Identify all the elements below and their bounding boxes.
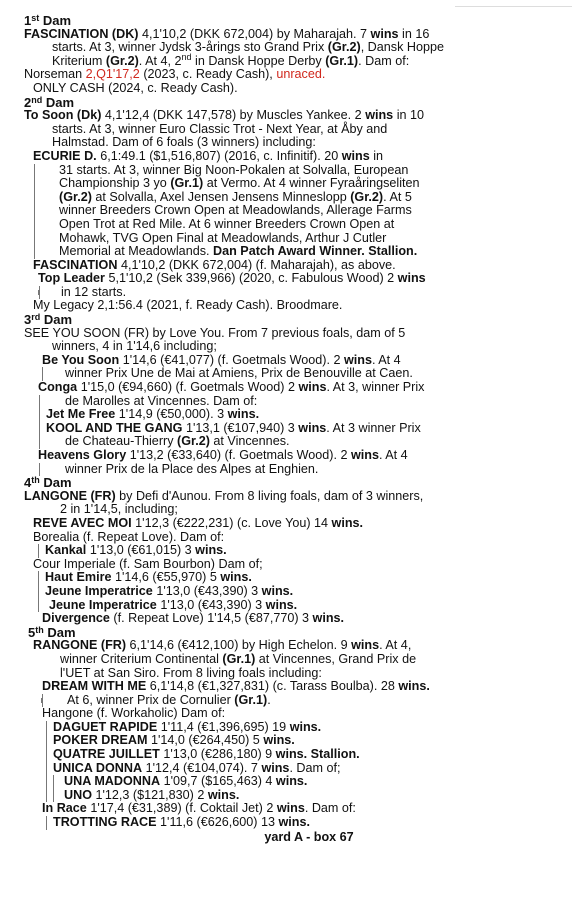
text: at Solvalla, Axel Jensen Jensens Minneslopp [95, 189, 347, 204]
text: . Dam of: [304, 801, 356, 816]
horse-name: UNA MADONNA [64, 774, 161, 789]
text: de Chateau-Thierry [65, 434, 174, 449]
borealia-line [24, 531, 554, 545]
ecurie-line-4 [35, 191, 554, 205]
heading-word: Dam [45, 94, 75, 110]
grade-label: (Gr.2) [177, 434, 210, 449]
horse-name: Jeune Imperatrice [45, 583, 153, 598]
ecurie-detail-block [34, 164, 554, 259]
wins-label: wins. Stallion. [275, 747, 360, 762]
text: 1'11,4 (€1,396,695) 19 [160, 719, 287, 734]
borealia-offspring-block [38, 544, 554, 558]
rangone-line-2 [24, 653, 554, 667]
jeune-imperatrice-line-2 [39, 599, 554, 613]
text: 1'13,0 (€43,390) 3 [160, 597, 263, 612]
jet-me-free-line [40, 408, 554, 422]
see-you-soon-line-2 [24, 340, 554, 354]
text: at Vincennes, Grand Prix de [258, 651, 417, 666]
text: Halmstad. Dam of 6 foals (3 winners) including: [52, 135, 316, 150]
text: 1'13,0 (€286,180) 9 [163, 747, 273, 762]
horse-name: Heavens Glory [38, 448, 127, 462]
dream-with-me-line-1 [24, 680, 554, 694]
wins-label: wins. [220, 570, 252, 585]
unica-donna-offspring-block [53, 775, 554, 802]
text: winner Breeders Crown Open at Meadowlands, Allerage Farms [59, 203, 412, 218]
text: . [267, 692, 271, 707]
text: . At 4 [378, 448, 408, 462]
top-border-line [455, 0, 572, 7]
pedigree-page [24, 14, 554, 844]
horse-name: To Soon (Dk) [24, 108, 102, 123]
dam-4-heading [24, 476, 554, 490]
text: . Dam of; [289, 760, 341, 775]
text: 1'12,3 ($121,830) 2 [95, 787, 205, 802]
grade-label: (Gr.1) [325, 53, 359, 68]
wins-label: wins [350, 448, 379, 462]
ecurie-line-8 [35, 245, 554, 259]
text: 1'14,9 (€50,000). 3 [118, 407, 225, 422]
top-leader-line-1 [24, 272, 554, 286]
grade-label: (Gr.1) [234, 692, 268, 707]
dam-3-heading [24, 313, 554, 327]
text: in 10 [396, 108, 424, 123]
text: Memorial at Meadowlands. [59, 244, 210, 259]
text: 6,1'14,8 (€1,327,831) (c. Tarass Boulba). 28 [149, 679, 395, 694]
ecurie-line-1 [24, 150, 554, 164]
text: SEE YOU SOON (FR) by Love You. From 7 previous foals, dam of 5 [24, 325, 406, 340]
award-text: Dan Patch Award Winner. Stallion. [213, 244, 418, 259]
langone-line-2 [24, 503, 554, 517]
text: Cour Imperiale (f. Sam Bourbon) Dam of; [33, 556, 263, 571]
fascination-line-1 [24, 28, 554, 42]
text: Open Trot at Red Mile. At 6 winner Breeders Crown Open at [59, 216, 395, 231]
horse-name: LANGONE (FR) [24, 488, 116, 503]
text: winner Prix de la Place des Alpes at Enghien. [65, 461, 319, 476]
text: Championship 3 yo [59, 176, 167, 191]
kankal-line [39, 544, 554, 558]
wins-label: wins. [265, 597, 298, 612]
text: Borealia (f. Repeat Love). Dam of: [33, 529, 225, 544]
text: 4,1'10,2 (DKK 672,004) by Maharajah. 7 [142, 26, 368, 41]
text: . Dam of: [358, 53, 410, 68]
see-you-soon-line-1 [24, 327, 554, 341]
text: My Legacy 2,1:56.4 (2021, f. Ready Cash). Broodmare. [33, 298, 343, 313]
horse-name: REVE AVEC MOI [33, 515, 132, 530]
wins-label: wins. [275, 774, 308, 789]
divergence-line [24, 612, 554, 626]
text: , Dansk Hoppe [360, 40, 444, 55]
text: 1'13,0 (€43,390) 3 [156, 583, 259, 598]
heading-ordinal: rd [31, 312, 41, 323]
heavens-glory-detail-block [39, 463, 554, 477]
text: 1'13,2 (€33,640) (f. Goetmals Wood). 2 [129, 448, 348, 462]
text: starts. At 3, winner Jydsk 3-årings sto Grand Prix [52, 40, 325, 55]
grade-label: (Gr.1) [222, 651, 256, 666]
langone-line-1 [24, 490, 554, 504]
text: winner Prix Une de Mai at Amiens, Prix de Benouville at Caen. [65, 366, 413, 381]
rangone-line-1 [24, 639, 554, 653]
fascination-line-3 [24, 51, 554, 69]
horse-name: DAGUET RAPIDE [53, 719, 158, 734]
text: Kriterium [52, 53, 103, 68]
wins-label: wins [370, 26, 399, 41]
text: Hangone (f. Workaholic) Dam of: [42, 706, 226, 721]
grade-label: (Gr.2) [327, 40, 361, 55]
text: 31 starts. At 3, winner Big Noon-Pokalen at Solvalla, European [59, 162, 409, 177]
horse-name: Conga [38, 380, 78, 395]
text: by Defi d'Aunou. From 8 living foals, dam of 3 winners, [119, 488, 424, 503]
wins-label: wins. [289, 719, 322, 734]
horse-name: Jet Me Free [46, 407, 116, 422]
daguet-rapide-line [47, 721, 554, 735]
heading-word: Dam [43, 312, 73, 328]
text: . At 4 [371, 352, 401, 367]
wins-label: wins [341, 148, 370, 163]
kool-line-2 [40, 435, 554, 449]
heading-word: Dam [42, 13, 72, 28]
horse-name: FASCINATION [33, 257, 118, 272]
fascination-repeat-line [24, 259, 554, 273]
text: Mohawk, TVG Open Final at Meadowlands, Arthur J Cutler [59, 230, 387, 245]
text: in Dansk Hoppe Derby [195, 53, 322, 68]
my-legacy-line [24, 299, 554, 313]
text: (2023, c. Ready Cash), [143, 67, 273, 82]
wins-label: wins [298, 380, 327, 395]
red-record: 2,Q1'17,2 [85, 67, 140, 82]
dam-5-heading [24, 626, 554, 640]
text: in 16 [402, 26, 430, 41]
uno-line [54, 789, 554, 803]
poker-dream-line [47, 734, 554, 748]
wins-label: wins. [261, 583, 294, 598]
grade-label: (Gr.2) [105, 53, 139, 68]
heading-number: 5 [28, 624, 36, 640]
horse-name: Jeune Imperatrice [49, 597, 157, 612]
conga-line-1 [24, 381, 554, 395]
haut-emire-line [39, 571, 554, 585]
text: 1'14,6 (€55,970) 5 [115, 570, 217, 585]
cour-imperiale-offspring-block [38, 571, 554, 612]
kool-line-1 [40, 422, 554, 436]
text: 4,1'12,4 (DKK 147,578) by Muscles Yankee. 2 [104, 108, 362, 123]
horse-name: Be You Soon [42, 352, 120, 367]
text: winner Criterium Continental [60, 651, 219, 666]
text: 6,1:49.1 ($1,516,807) (2016, c. Infinitif). 20 [100, 148, 339, 163]
red-unraced: unraced. [276, 67, 326, 82]
text: 1'12,4 (€104,074). 7 [145, 760, 258, 775]
heading-ordinal: th [35, 624, 44, 635]
be-you-soon-line-2 [43, 367, 554, 381]
wins-label: wins [298, 420, 327, 435]
horse-name: RANGONE (FR) [33, 638, 127, 653]
heading-word: Dam [43, 475, 72, 491]
text: 1'09,7 ($165,463) 4 [163, 774, 273, 789]
text: ONLY CASH (2024, c. Ready Cash). [33, 80, 238, 95]
heading-number: 1 [24, 13, 32, 28]
horse-name: Haut Emire [45, 570, 112, 585]
heading-number: 4 [24, 475, 32, 491]
horse-name: Norseman [24, 67, 83, 82]
horse-name: QUATRE JUILLET [53, 747, 160, 762]
wins-label: wins [397, 271, 426, 286]
horse-name: UNICA DONNA [53, 760, 143, 775]
wins-label: wins. [331, 515, 364, 530]
text: 1'11,6 (€626,600) 13 [160, 815, 275, 830]
conga-line-2 [40, 395, 554, 409]
only-cash-line [24, 82, 554, 96]
wins-label: wins. [195, 543, 227, 558]
wins-label: wins [261, 760, 290, 775]
wins-label: wins. [263, 733, 295, 748]
text: 1'14,6 (€41,077) (f. Goetmals Wood). 2 [122, 352, 341, 367]
horse-name: ECURIE D. [33, 148, 97, 163]
top-leader-detail-block [39, 286, 554, 300]
horse-name: Top Leader [38, 271, 105, 286]
wins-label: wins. [398, 679, 430, 694]
text: 5,1'10,2 (Sek 339,966) (2020, c. Fabulous Wood) 2 [108, 271, 395, 286]
text: (f. Repeat Love) 1'14,5 (€87,770) 3 [113, 611, 310, 626]
top-leader-line-2 [40, 286, 554, 300]
norseman-line [24, 68, 554, 82]
yard-box-label: yard A - box 67 [264, 829, 354, 844]
hangone-line [24, 707, 554, 721]
to-soon-line-3 [24, 136, 554, 150]
grade-label: (Gr.2) [350, 189, 384, 204]
wins-label: wins. [278, 815, 310, 830]
heading-number: 3 [24, 312, 32, 328]
horse-name: KOOL AND THE GANG [46, 420, 183, 435]
text: . At 3 winner Prix [326, 420, 421, 435]
text: 1'12,3 (€222,231) (c. Love You) 14 [135, 515, 329, 530]
wins-label: wins. [312, 611, 345, 626]
dream-with-me-detail-block [42, 694, 554, 708]
text: 6,1'14,6 (€412,100) by High Echelon. 9 [129, 638, 348, 653]
wins-label: wins [365, 108, 394, 123]
in-race-offspring-block [46, 816, 554, 830]
ecurie-line-2 [35, 164, 554, 178]
heavens-glory-line-1 [24, 449, 554, 463]
text: . At 4, 2 [138, 53, 182, 68]
horse-name: DREAM WITH ME [42, 679, 147, 694]
text: . At 5 [383, 189, 412, 204]
heavens-glory-line-2 [40, 463, 554, 477]
trotting-race-line [47, 816, 554, 830]
quatre-juillet-line [47, 748, 554, 762]
text: starts. At 3, winner Euro Classic Trot - Next Year, at Åby and [52, 121, 388, 136]
ecurie-line-5 [35, 204, 554, 218]
grade-label: (Gr.1) [170, 176, 204, 191]
reve-avec-moi-line [24, 517, 554, 531]
horse-name: TROTTING RACE [53, 815, 157, 830]
text: 1'13,1 (€107,940) 3 [185, 420, 295, 435]
wins-label: wins. [227, 407, 260, 422]
fascination-line-2 [24, 41, 554, 55]
horse-name: FASCINATION (DK) [24, 26, 139, 41]
horse-name: UNO [64, 787, 92, 802]
text: 1'14,0 (€264,450) 5 [150, 733, 260, 748]
ecurie-line-7 [35, 232, 554, 246]
horse-name: POKER DREAM [53, 733, 148, 748]
text: 1'15,0 (€94,660) (f. Goetmals Wood) 2 [80, 380, 295, 395]
be-you-soon-line-1 [24, 354, 554, 368]
text: in 12 starts. [61, 284, 127, 299]
text: l'UET at San Siro. From 8 living foals including: [60, 665, 322, 680]
text: 1'13,0 (€61,015) 3 [89, 543, 192, 558]
heading-ordinal: th [31, 475, 40, 486]
text: 1'17,4 (€31,389) (f. Coktail Jet) 2 [90, 801, 274, 816]
text: . At 3, winner Prix [326, 380, 425, 395]
rangone-line-3 [24, 667, 554, 681]
text: de Marolles at Vincennes. Dam of: [65, 393, 258, 408]
una-madonna-line [54, 775, 554, 789]
heading-word: Dam [47, 624, 76, 640]
to-soon-line-1 [24, 109, 554, 123]
heading-ordinal: st [31, 13, 40, 23]
text: at Vincennes. [213, 434, 290, 449]
text: At 6, winner Prix de Cornulier [67, 692, 231, 707]
text: . At 4, [379, 638, 412, 653]
wins-label: wins [276, 801, 305, 816]
dam-1-heading [24, 14, 554, 28]
heading-ordinal: nd [31, 94, 43, 105]
wins-label: wins [351, 638, 380, 653]
text: 2 in 1'14,5, including; [60, 502, 178, 517]
horse-name: Kankal [45, 543, 87, 558]
hangone-offspring-block [46, 721, 554, 803]
ecurie-line-6 [35, 218, 554, 232]
text: in [373, 148, 384, 163]
ordinal: nd [181, 51, 192, 62]
to-soon-line-2 [24, 123, 554, 137]
be-you-soon-detail-block [42, 367, 554, 381]
wins-label: wins [343, 352, 372, 367]
wins-label: wins. [207, 787, 240, 802]
ecurie-line-3 [35, 177, 554, 191]
text: winners, 4 in 1'14,6 including; [52, 339, 217, 354]
dream-with-me-line-2 [43, 694, 554, 708]
dam-2-heading [24, 96, 554, 110]
unica-donna-line [47, 762, 554, 776]
text: 4,1'10,2 (DKK 672,004) (f. Maharajah), as above. [120, 257, 396, 272]
jeune-imperatrice-line-1 [39, 585, 554, 599]
conga-offspring-block [39, 395, 554, 449]
heading-number: 2 [24, 94, 32, 110]
cour-imperiale-line [24, 558, 554, 572]
horse-name: In Race [42, 801, 87, 816]
in-race-line [24, 802, 554, 816]
grade-label: (Gr.2) [59, 189, 92, 204]
horse-name: Divergence [42, 611, 110, 626]
text: at Vermo. At 4 winner Fyraåringseliten [206, 176, 420, 191]
